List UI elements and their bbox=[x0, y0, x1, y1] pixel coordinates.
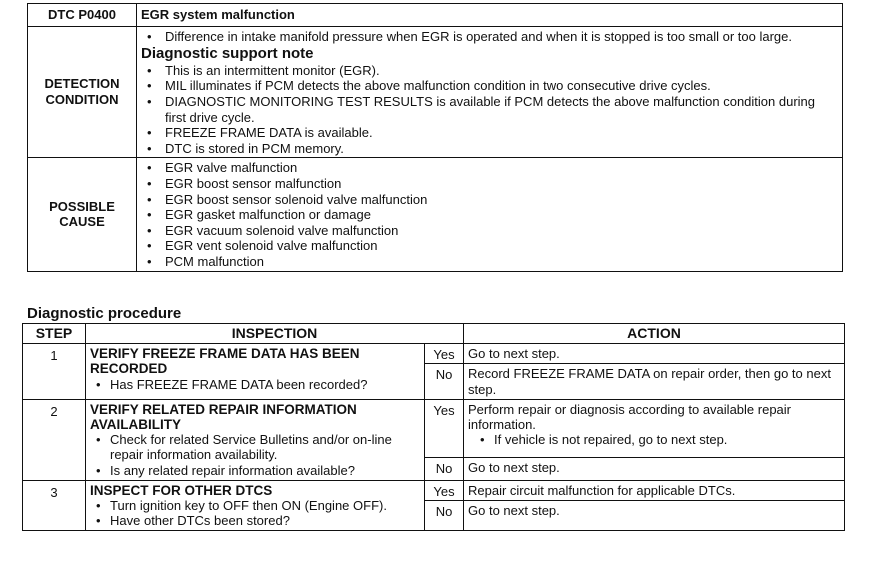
inspection-list bbox=[90, 498, 420, 528]
inspection-item: • Has FREEZE FRAME DATA been recorded? bbox=[90, 377, 420, 392]
dtc-code: DTC P0400 bbox=[28, 4, 137, 27]
inspection-cell bbox=[86, 399, 425, 480]
possible-cause-label bbox=[28, 158, 137, 271]
yes-action-cell bbox=[464, 399, 845, 457]
yes-label: Yes bbox=[425, 480, 464, 500]
detection-condition-row bbox=[28, 26, 843, 158]
support-note-item: • DTC is stored in PCM memory. bbox=[143, 141, 838, 157]
detection-label bbox=[28, 26, 137, 158]
dtc-title: EGR system malfunction bbox=[137, 4, 843, 27]
possible-cause-row bbox=[28, 158, 843, 271]
dtc-header-row bbox=[28, 4, 843, 27]
inspection-cell bbox=[86, 344, 425, 400]
step-row bbox=[23, 399, 845, 457]
inspection-item: • Check for related Service Bulletins and/or on-line repair information availability. bbox=[90, 432, 420, 462]
cause-item: • EGR boost sensor solenoid valve malfunction bbox=[143, 192, 838, 208]
no-action: Record FREEZE FRAME DATA on repair order, then go to next step. bbox=[464, 364, 845, 399]
inspection-cell bbox=[86, 480, 425, 531]
inspection-item: • Have other DTCs been stored? bbox=[90, 513, 420, 528]
cause-label-line-1: POSSIBLE bbox=[49, 198, 115, 214]
yes-action: Repair circuit malfunction for applicable DTCs. bbox=[464, 480, 845, 500]
support-note-item: • This is an intermittent monitor (EGR). bbox=[143, 63, 838, 79]
no-action: Go to next step. bbox=[464, 457, 845, 480]
yes-action-subitem: • If vehicle is not repaired, go to next step. bbox=[468, 432, 840, 447]
no-label: No bbox=[425, 364, 464, 399]
no-action: Go to next step. bbox=[464, 501, 845, 531]
inspection-header: INSPECTION bbox=[86, 324, 464, 344]
step-header: STEP bbox=[23, 324, 86, 344]
detection-label-line-2: CONDITION bbox=[45, 91, 119, 107]
inspection-list bbox=[90, 432, 420, 478]
support-note-list bbox=[137, 63, 842, 158]
procedure-table bbox=[22, 323, 845, 531]
cause-item: • EGR boost sensor malfunction bbox=[143, 176, 838, 192]
procedure-header-row bbox=[23, 324, 845, 344]
step-row bbox=[23, 480, 845, 500]
inspection-list bbox=[90, 377, 420, 392]
step-row bbox=[23, 344, 845, 364]
cause-item: • EGR vacuum solenoid valve malfunction bbox=[143, 223, 838, 239]
cause-item: • PCM malfunction bbox=[143, 254, 838, 270]
detection-main: • Difference in intake manifold pressure when EGR is operated and when it is stopped is too small or too large. bbox=[143, 29, 838, 45]
no-label: No bbox=[425, 501, 464, 531]
inspection-item: • Is any related repair information available? bbox=[90, 463, 420, 478]
step-number: 3 bbox=[23, 480, 86, 531]
possible-cause-content bbox=[137, 158, 843, 271]
inspection-title: INSPECT FOR OTHER DTCS bbox=[90, 482, 273, 498]
support-note-item: • MIL illuminates if PCM detects the above malfunction condition in two consecutive drive cycles. bbox=[143, 78, 838, 94]
yes-label: Yes bbox=[425, 399, 464, 457]
inspection-title: VERIFY RELATED REPAIR INFORMATION AVAILABILITY bbox=[90, 401, 357, 433]
yes-action: Perform repair or diagnosis according to available repair information. bbox=[468, 401, 791, 433]
support-note-item: • FREEZE FRAME DATA is available. bbox=[143, 125, 838, 141]
detection-content bbox=[137, 26, 843, 158]
detection-label-line-1: DETECTION bbox=[44, 76, 120, 92]
cause-item: • EGR vent solenoid valve malfunction bbox=[143, 238, 838, 254]
cause-label-line-2: CAUSE bbox=[59, 214, 105, 230]
procedure-title: Diagnostic procedure bbox=[27, 305, 182, 322]
support-note-item: • DIAGNOSTIC MONITORING TEST RESULTS is available if PCM detects the above malfunction condition during first drive cycle. bbox=[143, 94, 838, 125]
inspection-title: VERIFY FREEZE FRAME DATA HAS BEEN RECORDED bbox=[90, 346, 360, 377]
support-note-heading: Diagnostic support note bbox=[141, 45, 314, 63]
yes-action-sublist bbox=[468, 432, 840, 447]
no-label: No bbox=[425, 457, 464, 480]
action-header: ACTION bbox=[464, 324, 845, 344]
yes-action: Go to next step. bbox=[464, 344, 845, 364]
dtc-table bbox=[27, 3, 843, 272]
cause-item: • EGR valve malfunction bbox=[143, 160, 838, 176]
cause-item: • EGR gasket malfunction or damage bbox=[143, 207, 838, 223]
step-number: 2 bbox=[23, 399, 86, 480]
yes-label: Yes bbox=[425, 344, 464, 364]
inspection-item: • Turn ignition key to OFF then ON (Engine OFF). bbox=[90, 498, 420, 513]
step-number: 1 bbox=[23, 344, 86, 400]
cause-list bbox=[137, 158, 842, 270]
